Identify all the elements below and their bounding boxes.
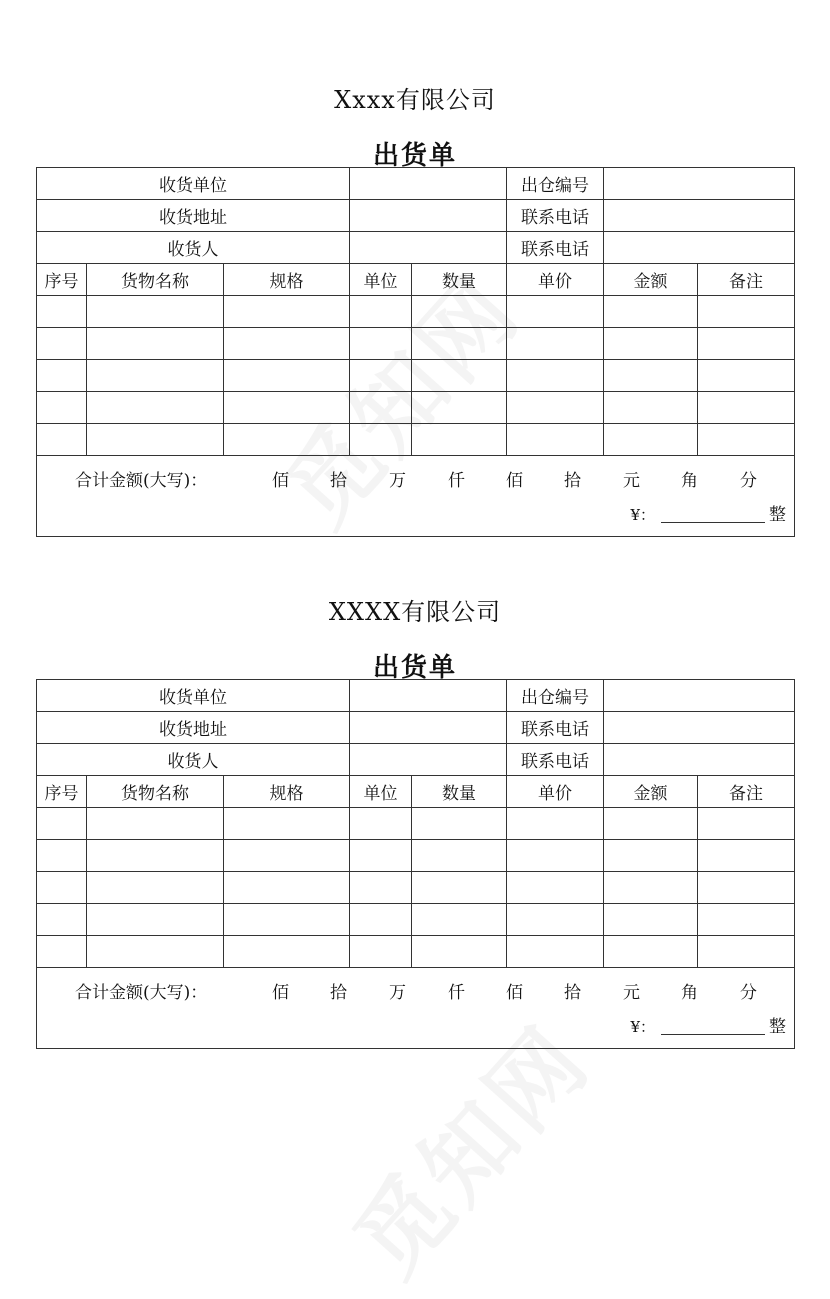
table-cell[interactable] <box>604 872 698 904</box>
table-cell[interactable] <box>87 904 224 936</box>
table-cell[interactable] <box>37 296 87 328</box>
column-header: 备注 <box>698 264 795 296</box>
table-cell[interactable] <box>698 872 795 904</box>
column-header: 单位 <box>350 776 412 808</box>
currency-unit-label: 角 <box>681 471 698 491</box>
currency-unit-label: 角 <box>681 983 698 1003</box>
yuan-symbol: ¥： <box>630 506 655 524</box>
table-cell[interactable] <box>350 872 412 904</box>
yuan-amount <box>630 1012 786 1037</box>
column-header: 金额 <box>604 264 698 296</box>
delivery-table <box>36 167 795 537</box>
info-label: 出仓编号 <box>507 168 604 200</box>
document-title: 出货单 <box>372 653 457 683</box>
info-value-field[interactable] <box>350 200 507 232</box>
info-value-field[interactable] <box>350 232 507 264</box>
table-cell[interactable] <box>412 808 507 840</box>
table-cell[interactable] <box>350 296 412 328</box>
table-cell[interactable] <box>507 296 604 328</box>
table-cell[interactable] <box>604 360 698 392</box>
currency-unit-label: 佰 <box>272 983 289 1003</box>
info-label: 收货地址 <box>37 712 350 744</box>
table-cell[interactable] <box>350 808 412 840</box>
total-row <box>37 456 795 537</box>
table-cell[interactable] <box>350 360 412 392</box>
delivery-table <box>36 679 795 1049</box>
total-amount-label: 合计金额(大写)： <box>75 983 208 1003</box>
currency-unit-label: 元 <box>623 983 640 1003</box>
info-value-field[interactable] <box>350 680 507 712</box>
table-cell[interactable] <box>507 936 604 968</box>
currency-unit-label: 万 <box>389 983 406 1003</box>
table-cell[interactable] <box>37 808 87 840</box>
table-cell[interactable] <box>224 840 350 872</box>
info-label: 出仓编号 <box>507 680 604 712</box>
table-cell[interactable] <box>507 360 604 392</box>
table-row <box>37 872 795 904</box>
table-row <box>37 840 795 872</box>
info-label: 联系电话 <box>507 744 604 776</box>
table-cell[interactable] <box>37 360 87 392</box>
info-value-field[interactable] <box>604 680 795 712</box>
table-cell[interactable] <box>412 328 507 360</box>
table-cell[interactable] <box>37 840 87 872</box>
info-row <box>37 680 795 712</box>
table-cell[interactable] <box>698 904 795 936</box>
currency-unit-label: 拾 <box>564 471 581 491</box>
table-row <box>37 808 795 840</box>
table-cell[interactable] <box>412 424 507 456</box>
table-cell[interactable] <box>224 296 350 328</box>
table-cell[interactable] <box>350 328 412 360</box>
yuan-amount <box>630 500 786 525</box>
info-row <box>37 712 795 744</box>
table-cell[interactable] <box>698 936 795 968</box>
column-header: 货物名称 <box>87 776 224 808</box>
table-cell[interactable] <box>507 424 604 456</box>
table-cell[interactable] <box>87 296 224 328</box>
info-row <box>37 200 795 232</box>
info-value-field[interactable] <box>350 712 507 744</box>
table-cell[interactable] <box>698 808 795 840</box>
table-cell[interactable] <box>350 392 412 424</box>
info-row <box>37 744 795 776</box>
table-cell[interactable] <box>37 872 87 904</box>
info-value-field[interactable] <box>604 200 795 232</box>
column-header: 规格 <box>224 264 350 296</box>
table-cell[interactable] <box>507 808 604 840</box>
table-row <box>37 328 795 360</box>
column-header: 货物名称 <box>87 264 224 296</box>
table-cell[interactable] <box>698 840 795 872</box>
table-cell[interactable] <box>224 904 350 936</box>
table-cell[interactable] <box>698 392 795 424</box>
column-header: 备注 <box>698 776 795 808</box>
document-title: 出货单 <box>372 141 457 171</box>
table-cell[interactable] <box>412 904 507 936</box>
table-cell[interactable] <box>412 392 507 424</box>
currency-unit-label: 拾 <box>564 983 581 1003</box>
table-row <box>37 904 795 936</box>
column-header: 数量 <box>412 776 507 808</box>
info-value-field[interactable] <box>350 168 507 200</box>
table-cell[interactable] <box>37 936 87 968</box>
table-cell[interactable] <box>350 904 412 936</box>
info-value-field[interactable] <box>604 744 795 776</box>
table-cell[interactable] <box>350 840 412 872</box>
table-row <box>37 360 795 392</box>
table-cell[interactable] <box>507 872 604 904</box>
info-value-field[interactable] <box>350 744 507 776</box>
table-cell[interactable] <box>698 424 795 456</box>
company-name: Xxxx有限公司 <box>334 86 496 114</box>
amount-suffix: 整 <box>769 1017 786 1037</box>
table-cell[interactable] <box>604 328 698 360</box>
table-cell[interactable] <box>604 840 698 872</box>
currency-unit-label: 仟 <box>448 471 465 491</box>
table-cell[interactable] <box>604 936 698 968</box>
table-cell[interactable] <box>87 328 224 360</box>
table-cell[interactable] <box>87 936 224 968</box>
table-cell[interactable] <box>698 296 795 328</box>
table-cell[interactable] <box>698 328 795 360</box>
table-cell[interactable] <box>350 936 412 968</box>
table-cell[interactable] <box>37 424 87 456</box>
table-cell[interactable] <box>604 296 698 328</box>
currency-unit-label: 仟 <box>448 983 465 1003</box>
table-row <box>37 392 795 424</box>
column-header-row <box>37 264 795 296</box>
currency-unit-label: 佰 <box>506 471 523 491</box>
column-header: 单位 <box>350 264 412 296</box>
info-value-field[interactable] <box>604 712 795 744</box>
table-cell[interactable] <box>698 360 795 392</box>
currency-unit-label: 拾 <box>330 983 347 1003</box>
total-amount-cell <box>37 968 795 1049</box>
info-value-field[interactable] <box>604 168 795 200</box>
total-amount-label: 合计金额(大写)： <box>75 471 208 491</box>
column-header: 规格 <box>224 776 350 808</box>
currency-unit-label: 分 <box>740 983 757 1003</box>
company-name: XXXX有限公司 <box>328 598 502 626</box>
table-cell[interactable] <box>224 936 350 968</box>
table-cell[interactable] <box>507 840 604 872</box>
table-cell[interactable] <box>412 840 507 872</box>
column-header: 金额 <box>604 776 698 808</box>
table-cell[interactable] <box>87 360 224 392</box>
table-cell[interactable] <box>37 328 87 360</box>
currency-unit-label: 分 <box>740 471 757 491</box>
total-row <box>37 968 795 1049</box>
table-cell[interactable] <box>224 808 350 840</box>
table-cell[interactable] <box>604 808 698 840</box>
column-header: 序号 <box>37 776 87 808</box>
table-cell[interactable] <box>604 904 698 936</box>
table-cell[interactable] <box>87 392 224 424</box>
table-cell[interactable] <box>224 360 350 392</box>
table-cell[interactable] <box>87 808 224 840</box>
table-row <box>37 296 795 328</box>
table-cell[interactable] <box>87 840 224 872</box>
currency-unit-label: 佰 <box>506 983 523 1003</box>
yuan-symbol: ¥： <box>630 1018 655 1036</box>
currency-unit-label: 拾 <box>330 471 347 491</box>
info-row <box>37 232 795 264</box>
amount-suffix: 整 <box>769 505 786 525</box>
info-label: 收货单位 <box>37 168 350 200</box>
table-cell[interactable] <box>37 392 87 424</box>
column-header: 数量 <box>412 264 507 296</box>
table-cell[interactable] <box>224 424 350 456</box>
info-label: 联系电话 <box>507 232 604 264</box>
yuan-amount-field[interactable] <box>661 1016 765 1035</box>
column-header: 单价 <box>507 264 604 296</box>
currency-unit-label: 佰 <box>272 471 289 491</box>
info-label: 收货单位 <box>37 680 350 712</box>
table-cell[interactable] <box>412 936 507 968</box>
table-cell[interactable] <box>224 328 350 360</box>
info-label: 收货地址 <box>37 200 350 232</box>
column-header: 单价 <box>507 776 604 808</box>
table-cell[interactable] <box>87 872 224 904</box>
table-cell[interactable] <box>604 424 698 456</box>
table-row <box>37 424 795 456</box>
info-label: 收货人 <box>37 232 350 264</box>
table-cell[interactable] <box>604 392 698 424</box>
info-label: 联系电话 <box>507 712 604 744</box>
table-cell[interactable] <box>412 872 507 904</box>
table-cell[interactable] <box>224 392 350 424</box>
table-cell[interactable] <box>412 360 507 392</box>
table-cell[interactable] <box>507 328 604 360</box>
info-label: 收货人 <box>37 744 350 776</box>
info-label: 联系电话 <box>507 200 604 232</box>
table-cell[interactable] <box>87 424 224 456</box>
yuan-amount-field[interactable] <box>661 504 765 523</box>
currency-unit-label: 元 <box>623 471 640 491</box>
table-cell[interactable] <box>507 904 604 936</box>
table-row <box>37 936 795 968</box>
info-value-field[interactable] <box>604 232 795 264</box>
column-header: 序号 <box>37 264 87 296</box>
total-amount-cell <box>37 456 795 537</box>
table-cell[interactable] <box>507 392 604 424</box>
info-row <box>37 168 795 200</box>
table-cell[interactable] <box>412 296 507 328</box>
table-cell[interactable] <box>350 424 412 456</box>
currency-unit-label: 万 <box>389 471 406 491</box>
table-cell[interactable] <box>224 872 350 904</box>
column-header-row <box>37 776 795 808</box>
table-cell[interactable] <box>37 904 87 936</box>
